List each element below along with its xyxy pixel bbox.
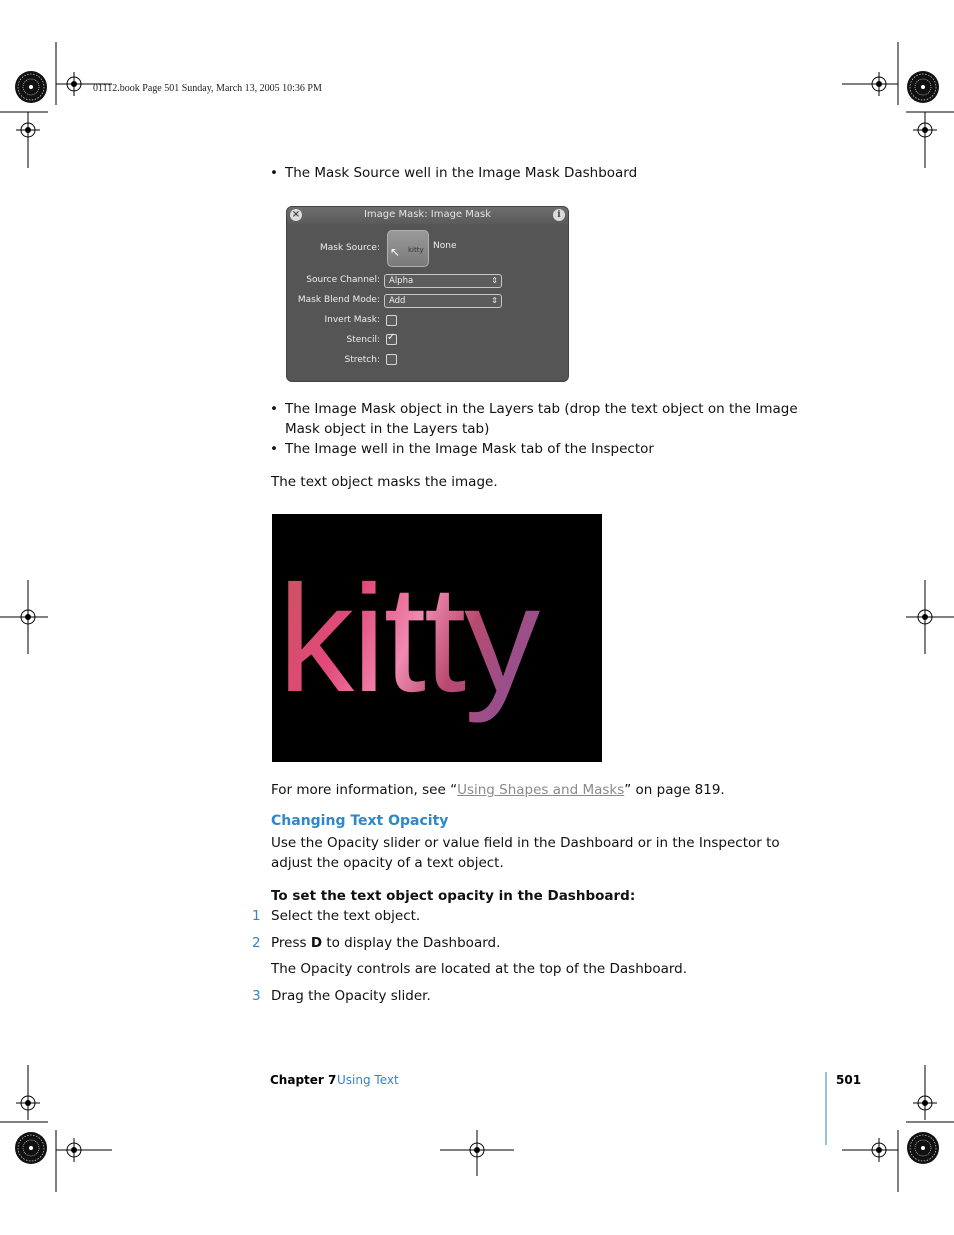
popup-arrows-icon: ⇕	[491, 276, 498, 285]
bullet-dot: •	[270, 441, 278, 457]
bullet-dot: •	[270, 401, 278, 417]
more-info-suffix: ” on page 819.	[624, 782, 725, 798]
section-heading: Changing Text Opacity	[271, 813, 449, 829]
page-number: 501	[836, 1073, 862, 1087]
blend-mode-value: Add	[389, 296, 406, 306]
bullet-item	[270, 163, 815, 183]
more-info-prefix: For more information, see “	[271, 782, 458, 798]
step-text: Select the text object.	[271, 908, 421, 924]
blend-mode-popup[interactable]	[384, 294, 502, 308]
bullet-item	[270, 439, 815, 459]
registration-sun-icon	[15, 71, 47, 103]
bullet-dot: •	[270, 165, 278, 181]
shapes-masks-link[interactable]: Using Shapes and Masks	[457, 782, 625, 798]
dashboard-title: Image Mask: Image Mask	[363, 209, 492, 220]
mask-source-well[interactable]	[387, 230, 429, 267]
checkmark-icon: ✓	[387, 332, 396, 343]
masks-sentence: The text object masks the image.	[271, 474, 498, 490]
bullet-item	[270, 399, 815, 439]
step-number: 1	[252, 908, 261, 924]
stencil-label: Stencil:	[346, 335, 380, 345]
step-number: 3	[252, 988, 261, 1004]
key-name: D	[310, 935, 323, 951]
kitty-word: kitty	[278, 554, 539, 724]
popup-arrows-icon: ⇕	[491, 296, 498, 305]
source-channel-popup[interactable]	[384, 274, 502, 288]
blend-mode-label: Mask Blend Mode:	[297, 295, 380, 305]
bullet-text: The Image Mask object in the Layers tab (drop the text object on the Image Mask object in the Layers tab)	[285, 401, 798, 437]
mask-source-none: None	[433, 241, 457, 251]
kitty-text-graphic	[272, 514, 602, 762]
registration-sun-icon	[907, 1132, 939, 1164]
step-text-post: to display the Dashboard.	[322, 935, 501, 951]
image-mask-dashboard	[286, 206, 569, 382]
footer-chapter: Chapter 7	[270, 1073, 337, 1087]
mask-source-label: Mask Source:	[320, 243, 380, 253]
task-title: To set the text object opacity in the Dashboard:	[271, 888, 636, 904]
step-note: The Opacity controls are located at the top of the Dashboard.	[271, 961, 688, 977]
step-number: 2	[252, 935, 261, 951]
masked-kitty-image	[272, 514, 602, 762]
print-slug: 01112.book Page 501 Sunday, March 13, 2005 10:36 PM	[93, 83, 322, 94]
bullet-text: The Image well in the Image Mask tab of the Inspector	[285, 441, 654, 457]
bullet-text: The Mask Source well in the Image Mask Dashboard	[285, 165, 638, 181]
stretch-label: Stretch:	[344, 355, 380, 365]
stencil-checkbox[interactable]	[386, 334, 397, 345]
stretch-checkbox[interactable]	[386, 354, 397, 365]
close-icon[interactable]: ×	[291, 209, 301, 220]
invert-mask-label: Invert Mask:	[324, 315, 380, 325]
source-channel-value: Alpha	[389, 276, 414, 286]
drop-arrow-icon: ↖	[390, 245, 401, 259]
step-text	[271, 933, 500, 953]
more-info-line	[271, 780, 725, 800]
intro-paragraph: Use the Opacity slider or value field in the Dashboard or in the Inspector to adjust the opacity of a text object.	[271, 835, 780, 871]
info-icon[interactable]: i	[553, 209, 565, 221]
step-text: Drag the Opacity slider.	[271, 988, 431, 1004]
registration-sun-icon	[907, 71, 939, 103]
invert-mask-checkbox[interactable]	[386, 315, 397, 326]
step-text-pre: Press	[271, 935, 311, 951]
source-channel-label: Source Channel:	[306, 275, 380, 285]
footer-section: Using Text	[337, 1073, 399, 1087]
registration-sun-icon	[15, 1132, 47, 1164]
well-thumbnail-text: kitty	[408, 246, 424, 254]
